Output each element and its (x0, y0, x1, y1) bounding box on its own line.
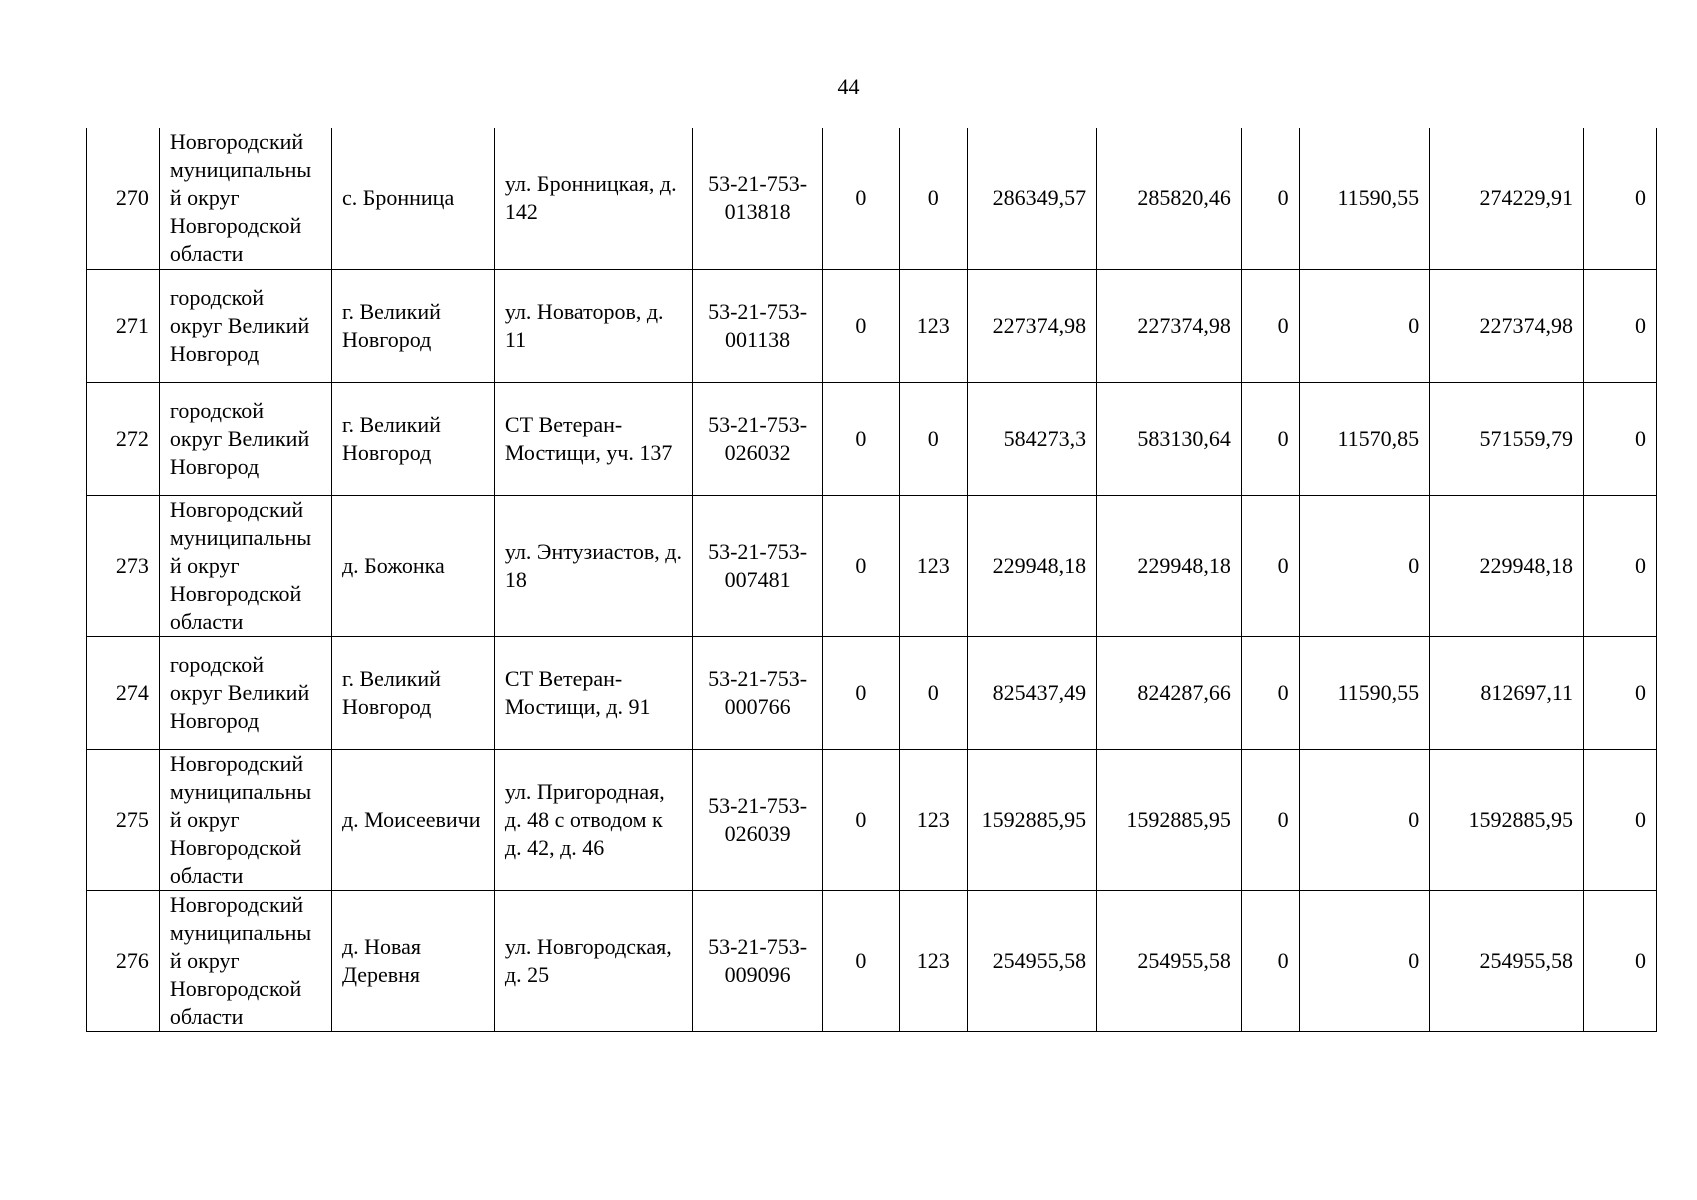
value-cell: 0 (1241, 890, 1299, 1031)
value-cell: 0 (1584, 749, 1657, 890)
value-cell: 825437,49 (967, 636, 1097, 749)
value-cell: 0 (1584, 382, 1657, 495)
value-cell: 824287,66 (1097, 636, 1242, 749)
address-cell: СТ Ветеран-Мостищи, уч. 137 (494, 382, 692, 495)
value-cell: 229948,18 (967, 495, 1097, 636)
value-cell: 0 (1584, 269, 1657, 382)
municipality-cell: Новгородский муниципальный округ Новгородской области (159, 495, 331, 636)
value-cell: 123 (899, 495, 967, 636)
value-cell: 0 (1584, 636, 1657, 749)
value-cell: 1592885,95 (1097, 749, 1242, 890)
value-cell: 229948,18 (1097, 495, 1242, 636)
table-row (87, 890, 1657, 1031)
value-cell: 0 (1241, 749, 1299, 890)
settlement-cell: г. Великий Новгород (331, 382, 494, 495)
value-cell: 0 (1299, 890, 1430, 1031)
table-body (87, 128, 1657, 1031)
row-number: 274 (87, 636, 160, 749)
value-cell: 1592885,95 (1430, 749, 1584, 890)
value-cell: 0 (1299, 749, 1430, 890)
table-row (87, 636, 1657, 749)
value-cell: 0 (1299, 269, 1430, 382)
value-cell: 0 (822, 749, 899, 890)
value-cell: 227374,98 (1430, 269, 1584, 382)
value-cell: 227374,98 (967, 269, 1097, 382)
code-cell: 53-21-753-007481 (693, 495, 823, 636)
settlement-cell: г. Великий Новгород (331, 636, 494, 749)
value-cell: 229948,18 (1430, 495, 1584, 636)
table-row (87, 269, 1657, 382)
page-number: 44 (837, 74, 860, 99)
value-cell: 285820,46 (1097, 128, 1242, 269)
value-cell: 227374,98 (1097, 269, 1242, 382)
code-cell: 53-21-753-026039 (693, 749, 823, 890)
settlement-cell: д. Моисеевичи (331, 749, 494, 890)
value-cell: 286349,57 (967, 128, 1097, 269)
settlement-cell: с. Бронница (331, 128, 494, 269)
code-cell: 53-21-753-001138 (693, 269, 823, 382)
row-number: 273 (87, 495, 160, 636)
settlement-cell: д. Божонка (331, 495, 494, 636)
value-cell: 0 (822, 269, 899, 382)
municipality-cell: Новгородский муниципальный округ Новгородской области (159, 128, 331, 269)
value-cell: 0 (1241, 128, 1299, 269)
value-cell: 0 (1584, 495, 1657, 636)
value-cell: 274229,91 (1430, 128, 1584, 269)
row-number: 275 (87, 749, 160, 890)
value-cell: 0 (1241, 636, 1299, 749)
settlement-cell: д. Новая Деревня (331, 890, 494, 1031)
value-cell: 123 (899, 269, 967, 382)
municipality-cell: городской округ Великий Новгород (159, 382, 331, 495)
value-cell: 1592885,95 (967, 749, 1097, 890)
address-cell: ул. Пригородная, д. 48 с отводом к д. 42, д. 46 (494, 749, 692, 890)
value-cell: 123 (899, 749, 967, 890)
municipality-cell: Новгородский муниципальный округ Новгородской области (159, 890, 331, 1031)
value-cell: 0 (822, 495, 899, 636)
row-number: 271 (87, 269, 160, 382)
municipality-cell: городской округ Великий Новгород (159, 636, 331, 749)
value-cell: 0 (899, 382, 967, 495)
row-number: 270 (87, 128, 160, 269)
value-cell: 11590,55 (1299, 128, 1430, 269)
value-cell: 0 (1584, 128, 1657, 269)
value-cell: 571559,79 (1430, 382, 1584, 495)
value-cell: 123 (899, 890, 967, 1031)
table-row (87, 382, 1657, 495)
address-cell: СТ Ветеран-Мостищи, д. 91 (494, 636, 692, 749)
table-row (87, 128, 1657, 269)
value-cell: 254955,58 (1097, 890, 1242, 1031)
registry-table (86, 128, 1657, 1032)
value-cell: 11590,55 (1299, 636, 1430, 749)
value-cell: 0 (1241, 269, 1299, 382)
value-cell: 0 (1241, 382, 1299, 495)
table-row (87, 749, 1657, 890)
address-cell: ул. Новгородская, д. 25 (494, 890, 692, 1031)
value-cell: 0 (1241, 495, 1299, 636)
code-cell: 53-21-753-000766 (693, 636, 823, 749)
settlement-cell: г. Великий Новгород (331, 269, 494, 382)
code-cell: 53-21-753-009096 (693, 890, 823, 1031)
municipality-cell: Новгородский муниципальный округ Новгородской области (159, 749, 331, 890)
value-cell: 254955,58 (1430, 890, 1584, 1031)
address-cell: ул. Энтузиастов, д. 18 (494, 495, 692, 636)
code-cell: 53-21-753-013818 (693, 128, 823, 269)
value-cell: 0 (822, 382, 899, 495)
value-cell: 0 (1584, 890, 1657, 1031)
value-cell: 0 (899, 636, 967, 749)
code-cell: 53-21-753-026032 (693, 382, 823, 495)
value-cell: 0 (899, 128, 967, 269)
value-cell: 0 (822, 890, 899, 1031)
value-cell: 584273,3 (967, 382, 1097, 495)
table-row (87, 495, 1657, 636)
value-cell: 812697,11 (1430, 636, 1584, 749)
address-cell: ул. Бронницкая, д. 142 (494, 128, 692, 269)
row-number: 272 (87, 382, 160, 495)
value-cell: 254955,58 (967, 890, 1097, 1031)
value-cell: 583130,64 (1097, 382, 1242, 495)
municipality-cell: городской округ Великий Новгород (159, 269, 331, 382)
value-cell: 11570,85 (1299, 382, 1430, 495)
address-cell: ул. Новаторов, д. 11 (494, 269, 692, 382)
row-number: 276 (87, 890, 160, 1031)
value-cell: 0 (1299, 495, 1430, 636)
value-cell: 0 (822, 128, 899, 269)
value-cell: 0 (822, 636, 899, 749)
